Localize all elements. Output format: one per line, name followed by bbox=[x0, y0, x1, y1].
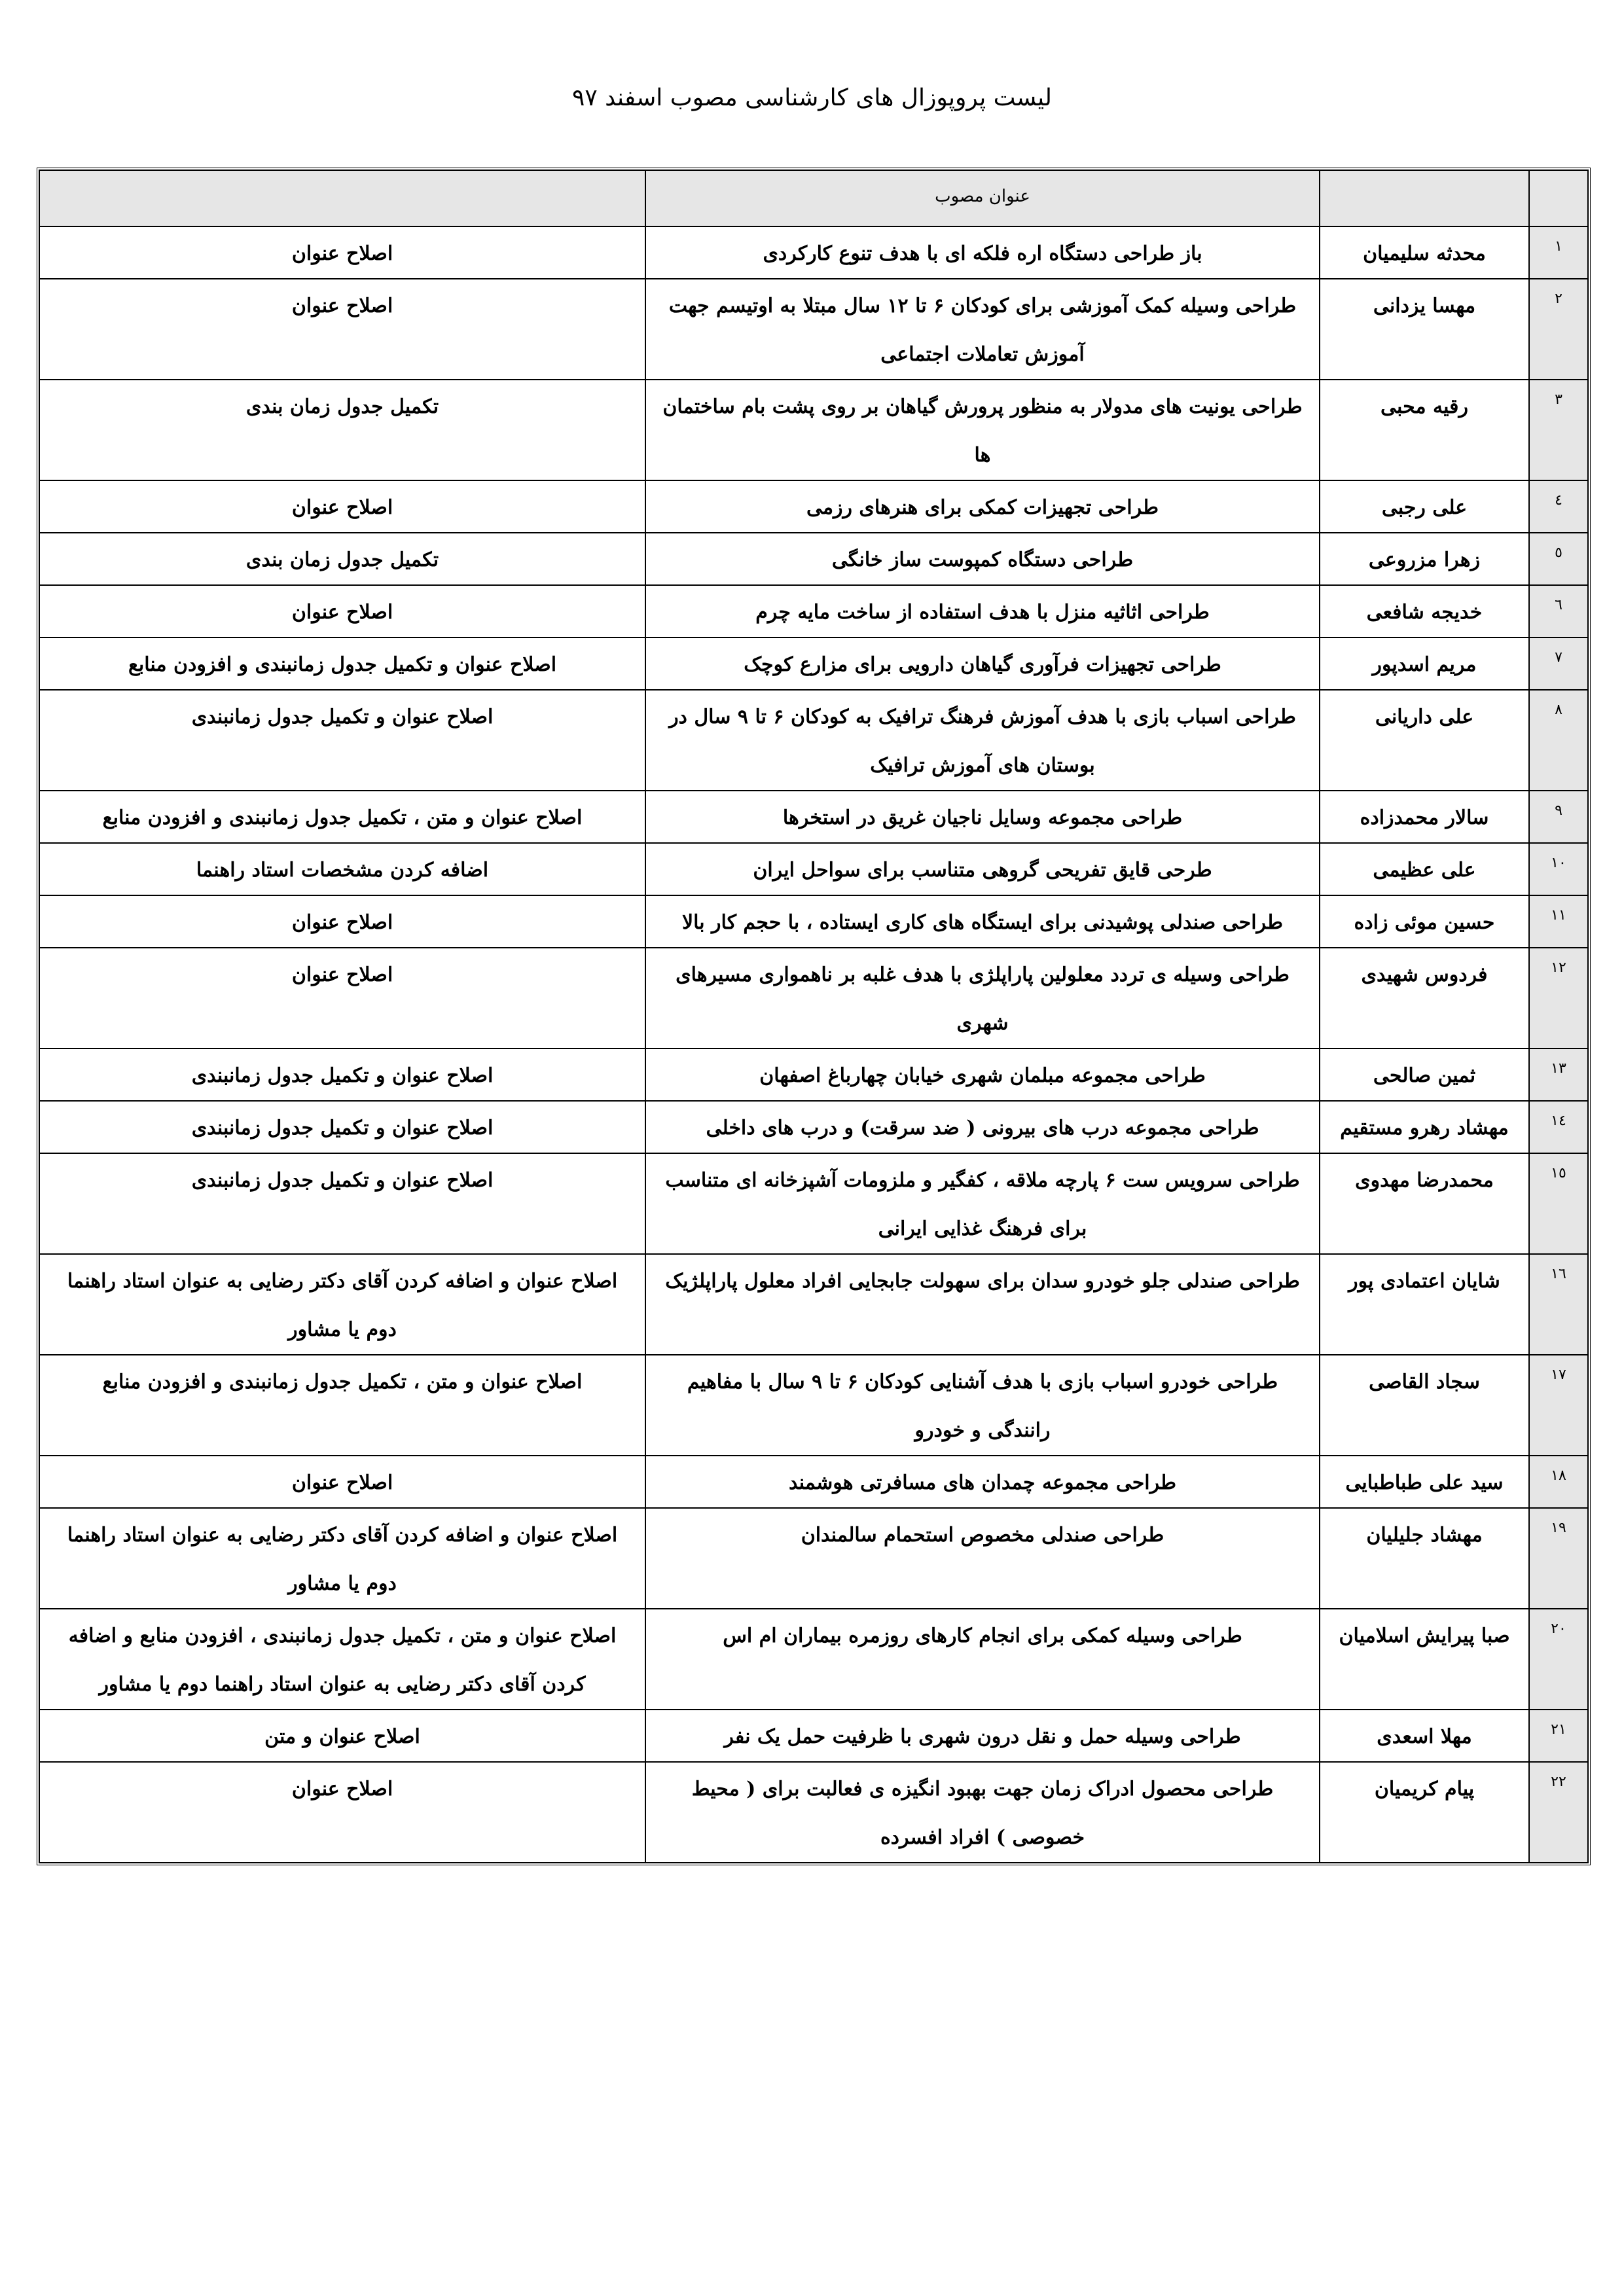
student-name: صبا پیرایش اسلامیان bbox=[1320, 1609, 1529, 1710]
approved-title: طراحی وسیله کمکی برای انجام کارهای روزمره بیماران ام اس bbox=[645, 1609, 1320, 1710]
remarks: اصلاح عنوان و متن bbox=[39, 1710, 645, 1762]
approved-title: طراحی مجموعه وسایل ناجیان غریق در استخرها bbox=[645, 791, 1320, 843]
remarks: اصلاح عنوان و اضافه کردن آقای دکتر رضایی به عنوان استاد راهنما دوم یا مشاور bbox=[39, 1254, 645, 1355]
table-row bbox=[39, 480, 1588, 533]
row-number: ۷ bbox=[1529, 637, 1588, 690]
row-number: ٤ bbox=[1529, 480, 1588, 533]
student-name: مهسا یزدانی bbox=[1320, 279, 1529, 380]
approved-title: طراحی وسیله حمل و نقل درون شهری با ظرفیت حمل یک نفر bbox=[645, 1710, 1320, 1762]
remarks: اصلاح عنوان bbox=[39, 279, 645, 380]
row-number: ۱۸ bbox=[1529, 1456, 1588, 1508]
table-row bbox=[39, 585, 1588, 637]
student-name: محمدرضا مهدوی bbox=[1320, 1153, 1529, 1254]
table-row bbox=[39, 279, 1588, 380]
approved-title: طراحی مجموعه چمدان های مسافرتی هوشمند bbox=[645, 1456, 1320, 1508]
student-name: مهلا اسعدی bbox=[1320, 1710, 1529, 1762]
header-number bbox=[1529, 170, 1588, 226]
approved-title: طراحی تجهیزات کمکی برای هنرهای رزمی bbox=[645, 480, 1320, 533]
document-title: لیست پروپوزال های کارشناسی مصوب اسفند ۹۷ bbox=[572, 84, 1052, 111]
approved-title: طراحی اثاثیه منزل با هدف استفاده از ساخت مایه چرم bbox=[645, 585, 1320, 637]
table-row bbox=[39, 1153, 1588, 1254]
table-row bbox=[39, 895, 1588, 948]
row-number: ۱ bbox=[1529, 226, 1588, 279]
approved-title: طراحی تجهیزات فرآوری گیاهان دارویی برای مزارع کوچک bbox=[645, 637, 1320, 690]
remarks: اصلاح عنوان bbox=[39, 895, 645, 948]
approved-title: طراحی خودرو اسباب بازی با هدف آشنایی کودکان ۶ تا ۹ سال با مفاهیم رانندگی و خودرو bbox=[645, 1355, 1320, 1456]
student-name: علی عظیمی bbox=[1320, 843, 1529, 895]
remarks: اصلاح عنوان و متن ، تکمیل جدول زمانبندی و افزودن منابع bbox=[39, 1355, 645, 1456]
row-number: ۱۹ bbox=[1529, 1508, 1588, 1609]
table-row bbox=[39, 380, 1588, 480]
student-name: ثمین صالحی bbox=[1320, 1049, 1529, 1101]
remarks: اصلاح عنوان bbox=[39, 948, 645, 1049]
table-row bbox=[39, 1355, 1588, 1456]
row-number: ۱٦ bbox=[1529, 1254, 1588, 1355]
row-number: ۱۷ bbox=[1529, 1355, 1588, 1456]
table-row bbox=[39, 843, 1588, 895]
remarks: اصلاح عنوان bbox=[39, 226, 645, 279]
row-number: ۲۰ bbox=[1529, 1609, 1588, 1710]
approved-title: طراحی صندلی جلو خودرو سدان برای سهولت جابجایی افراد معلول پاراپلژیک bbox=[645, 1254, 1320, 1355]
table-row bbox=[39, 637, 1588, 690]
row-number: ۱۰ bbox=[1529, 843, 1588, 895]
table-row bbox=[39, 791, 1588, 843]
table-row bbox=[39, 1710, 1588, 1762]
row-number: ۲۱ bbox=[1529, 1710, 1588, 1762]
approved-title: طراحی مجموعه درب های بیرونی ( ضد سرقت) و درب های داخلی bbox=[645, 1101, 1320, 1153]
row-number: ٥ bbox=[1529, 533, 1588, 585]
table-row bbox=[39, 1254, 1588, 1355]
remarks: اصلاح عنوان و متن ، تکمیل جدول زمانبندی و افزودن منابع bbox=[39, 791, 645, 843]
row-number: ۲۲ bbox=[1529, 1762, 1588, 1863]
student-name: فردوس شهیدی bbox=[1320, 948, 1529, 1049]
student-name: رقیه محبی bbox=[1320, 380, 1529, 480]
remarks: تکمیل جدول زمان بندی bbox=[39, 380, 645, 480]
approved-title: طراحی محصول ادراک زمان جهت بهبود انگیزه ی فعالبت برای ( محیط خصوصی ) افراد افسرده bbox=[645, 1762, 1320, 1863]
remarks: اصلاح عنوان و تکمیل جدول زمانبندی bbox=[39, 1049, 645, 1101]
table-row bbox=[39, 690, 1588, 791]
approved-title: طراحی دستگاه کمپوست ساز خانگی bbox=[645, 533, 1320, 585]
approved-proposals-table bbox=[37, 168, 1591, 1865]
table-row bbox=[39, 1456, 1588, 1508]
header-student-name bbox=[1320, 170, 1529, 226]
table-row bbox=[39, 1762, 1588, 1863]
table-row bbox=[39, 1049, 1588, 1101]
remarks: اصلاح عنوان bbox=[39, 480, 645, 533]
row-number: ۳ bbox=[1529, 380, 1588, 480]
row-number: ۸ bbox=[1529, 690, 1588, 791]
table-header-row bbox=[39, 170, 1588, 226]
table-row bbox=[39, 948, 1588, 1049]
approved-title: طراحی وسیله کمک آموزشی برای کودکان ۶ تا ۱۲ سال مبتلا به اوتیسم جهت آموزش تعاملات اجتماعی bbox=[645, 279, 1320, 380]
approved-title: طراحی سرویس ست ۶ پارچه ملاقه ، کفگیر و ملزومات آشپزخانه ای متناسب برای فرهنگ غذایی ایرانی bbox=[645, 1153, 1320, 1254]
table-row bbox=[39, 1609, 1588, 1710]
approved-title: طراحی صندلی پوشیدنی برای ایستگاه های کاری ایستاده ، با حجم کار بالا bbox=[645, 895, 1320, 948]
student-name: مهشاد جلیلیان bbox=[1320, 1508, 1529, 1609]
row-number: ۱۳ bbox=[1529, 1049, 1588, 1101]
remarks: اصلاح عنوان و تکمیل جدول زمانبندی bbox=[39, 690, 645, 791]
student-name: شایان اعتمادی پور bbox=[1320, 1254, 1529, 1355]
approved-title: طراحی وسیله ی تردد معلولین پاراپلژی با هدف غلبه بر ناهمواری مسیرهای شهری bbox=[645, 948, 1320, 1049]
student-name: سید علی طباطبایی bbox=[1320, 1456, 1529, 1508]
row-number: ۱٤ bbox=[1529, 1101, 1588, 1153]
approved-title: طراحی مجموعه مبلمان شهری خیابان چهارباغ اصفهان bbox=[645, 1049, 1320, 1101]
student-name: حسین موئی زاده bbox=[1320, 895, 1529, 948]
approved-title: باز طراحی دستگاه اره فلکه ای با هدف تنوع کارکردی bbox=[645, 226, 1320, 279]
table-row bbox=[39, 226, 1588, 279]
student-name: سالار محمدزاده bbox=[1320, 791, 1529, 843]
table-row bbox=[39, 533, 1588, 585]
approved-title: طراحی اسباب بازی با هدف آموزش فرهنگ ترافیک به کودکان ۶ تا ۹ سال در بوستان های آموزش ترافیک bbox=[645, 690, 1320, 791]
remarks: اصلاح عنوان و تکمیل جدول زمانبندی bbox=[39, 1101, 645, 1153]
remarks: اصلاح عنوان و اضافه کردن آقای دکتر رضایی به عنوان استاد راهنما دوم یا مشاور bbox=[39, 1508, 645, 1609]
table-row bbox=[39, 1101, 1588, 1153]
row-number: ۱۲ bbox=[1529, 948, 1588, 1049]
remarks: تکمیل جدول زمان بندی bbox=[39, 533, 645, 585]
remarks: اضافه کردن مشخصات استاد راهنما bbox=[39, 843, 645, 895]
remarks: اصلاح عنوان و تکمیل جدول زمانبندی bbox=[39, 1153, 645, 1254]
row-number: ٦ bbox=[1529, 585, 1588, 637]
student-name: خدیجه شافعی bbox=[1320, 585, 1529, 637]
header-remarks bbox=[39, 170, 645, 226]
student-name: پیام کریمیان bbox=[1320, 1762, 1529, 1863]
row-number: ۱۱ bbox=[1529, 895, 1588, 948]
student-name: علی رجبی bbox=[1320, 480, 1529, 533]
student-name: محدثه سلیمیان bbox=[1320, 226, 1529, 279]
student-name: مریم اسدپور bbox=[1320, 637, 1529, 690]
row-number: ۲ bbox=[1529, 279, 1588, 380]
row-number: ۱٥ bbox=[1529, 1153, 1588, 1254]
approved-title: طراحی یونیت های مدولار به منظور پرورش گیاهان بر روی پشت بام ساختمان ها bbox=[645, 380, 1320, 480]
header-approved-title: عنوان مصوب bbox=[645, 170, 1320, 226]
remarks: اصلاح عنوان bbox=[39, 1456, 645, 1508]
student-name: علی داریانی bbox=[1320, 690, 1529, 791]
remarks: اصلاح عنوان و تکمیل جدول زمانبندی و افزودن منابع bbox=[39, 637, 645, 690]
student-name: زهرا مزروعی bbox=[1320, 533, 1529, 585]
remarks: اصلاح عنوان bbox=[39, 1762, 645, 1863]
remarks: اصلاح عنوان و متن ، تکمیل جدول زمانبندی ، افزودن منابع و اضافه کردن آقای دکتر رضایی به عنوان استاد راهنما دوم یا مشاور bbox=[39, 1609, 645, 1710]
approved-title: طرحی قایق تفریحی گروهی متناسب برای سواحل ایران bbox=[645, 843, 1320, 895]
row-number: ۹ bbox=[1529, 791, 1588, 843]
remarks: اصلاح عنوان bbox=[39, 585, 645, 637]
student-name: مهشاد رهرو مستقیم bbox=[1320, 1101, 1529, 1153]
student-name: سجاد القاصی bbox=[1320, 1355, 1529, 1456]
table-row bbox=[39, 1508, 1588, 1609]
approved-title: طراحی صندلی مخصوص استحمام سالمندان bbox=[645, 1508, 1320, 1609]
